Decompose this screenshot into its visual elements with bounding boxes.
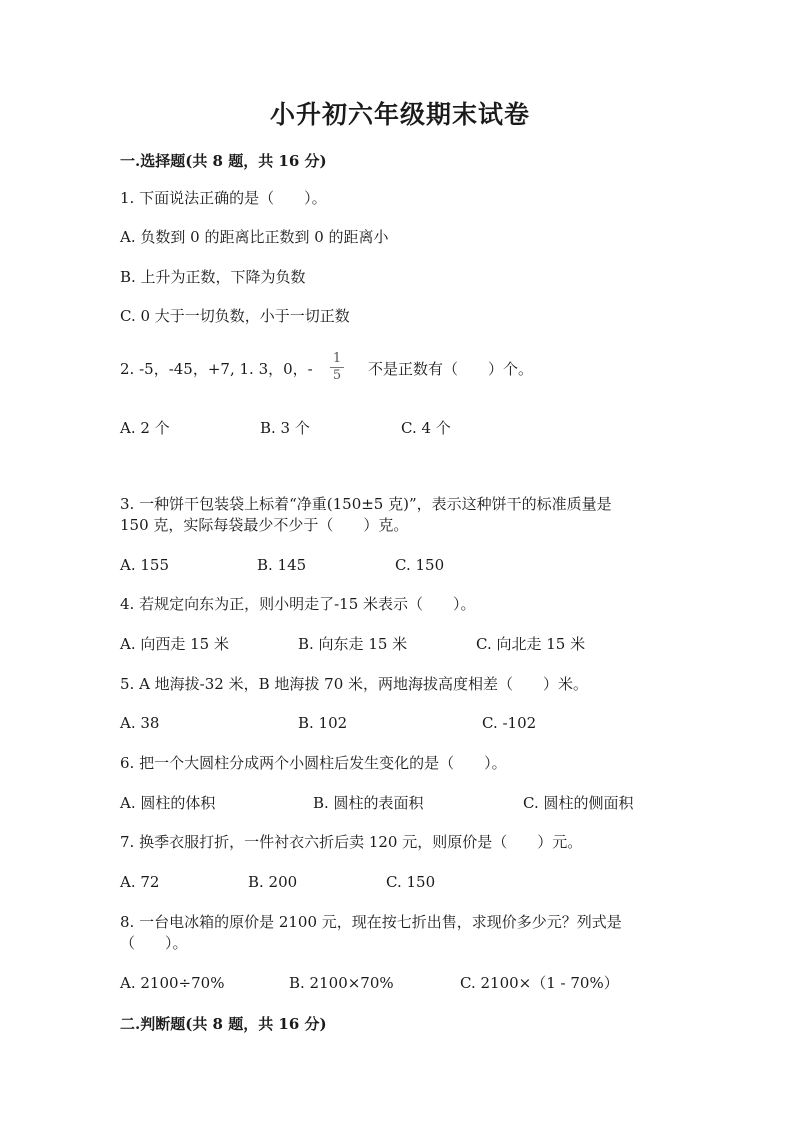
question-3-stem-line-2: 150 克，实际每袋最少不少于（ ）克。 [120, 516, 409, 534]
question-8-option-a: A. 2100÷70% [120, 974, 225, 992]
question-4-option-b: B. 向东走 15 米 [298, 635, 408, 653]
question-3-option-b: B. 145 [257, 556, 307, 574]
question-2-option-a: A. 2 个 [120, 419, 170, 437]
question-8-option-c: C. 2100×（1 - 70%） [460, 974, 619, 992]
question-2-option-c: C. 4 个 [401, 419, 451, 437]
question-5-option-a: A. 38 [120, 714, 160, 732]
question-1-option-c: C. 0 大于一切负数，小于一切正数 [120, 307, 350, 325]
question-4-option-c: C. 向北走 15 米 [476, 635, 586, 653]
question-7-option-b: B. 200 [248, 873, 298, 891]
question-4-stem: 4. 若规定向东为正，则小明走了-15 米表示（ ）。 [120, 595, 476, 613]
question-4-option-a: A. 向西走 15 米 [120, 635, 229, 653]
question-6-option-b: B. 圆柱的表面积 [313, 794, 424, 812]
section-heading-judgment: 二.判断题(共 8 题，共 16 分) [120, 1015, 327, 1033]
question-7-stem: 7. 换季衣服打折，一件衬衣六折后卖 120 元，则原价是（ ）元。 [120, 833, 583, 851]
question-8-stem-line-2: （ ）。 [120, 934, 188, 952]
question-7-option-a: A. 72 [120, 873, 160, 891]
question-8-option-b: B. 2100×70% [289, 974, 394, 992]
question-3-option-c: C. 150 [395, 556, 445, 574]
question-5-stem: 5. A 地海拔-32 米，B 地海拔 70 米，两地海拔高度相差（ ）米。 [120, 675, 589, 693]
question-5-option-c: C. -102 [482, 714, 537, 732]
section-heading-choice: 一.选择题(共 8 题，共 16 分) [120, 152, 327, 170]
question-2-stem-start: 2. -5，-45，+7, 1. 3，0，- [120, 360, 313, 378]
question-3-option-a: A. 155 [120, 556, 169, 574]
question-6-option-c: C. 圆柱的侧面积 [523, 794, 634, 812]
question-1-option-b: B. 上升为正数，下降为负数 [120, 268, 306, 286]
question-3-stem-line-1: 3. 一种饼干包装袋上标着“净重(150±5 克)”，表示这种饼干的标准质量是 [120, 495, 612, 513]
fraction-denominator: 5 [332, 368, 342, 383]
question-7-option-c: C. 150 [386, 873, 436, 891]
page-title: 小升初六年级期末试卷 [269, 100, 530, 129]
question-8-stem-line-1: 8. 一台电冰箱的原价是 2100 元，现在按七折出售，求现价多少元？列式是 [120, 913, 622, 931]
fraction-numerator: 1 [332, 351, 342, 366]
question-2-stem-end: 不是正数有（ ）个。 [368, 360, 534, 378]
question-2-fraction [330, 352, 344, 383]
question-6-stem: 6. 把一个大圆柱分成两个小圆柱后发生变化的是（ ）。 [120, 754, 507, 772]
question-1-option-a: A. 负数到 0 的距离比正数到 0 的距离小 [120, 228, 389, 246]
question-5-option-b: B. 102 [298, 714, 348, 732]
question-1-stem: 1. 下面说法正确的是（ ）。 [120, 189, 327, 207]
question-6-option-a: A. 圆柱的体积 [120, 794, 216, 812]
question-2-option-b: B. 3 个 [260, 419, 310, 437]
